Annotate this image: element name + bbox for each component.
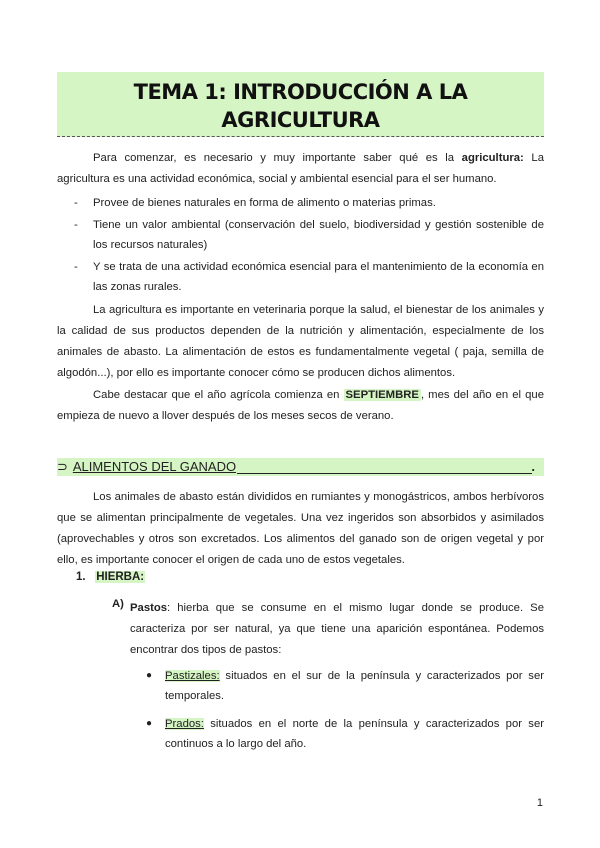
pastos-term: Pastos: [130, 602, 168, 614]
title-line-1: TEMA 1: INTRODUCCIÓN A LA: [133, 80, 468, 104]
dash-list: [57, 193, 544, 299]
bullet-icon: ●: [146, 718, 153, 729]
dash-marker: -: [74, 197, 78, 209]
section-dot: .: [531, 459, 535, 474]
intro-text: Para comenzar, es necesario y muy importante saber qué es la: [93, 152, 462, 164]
section-heading: [57, 458, 544, 476]
september-highlight: SEPTIEMBRE: [345, 389, 419, 401]
heading-label: HIERBA:: [96, 571, 145, 583]
title-line-2: AGRICULTURA: [221, 108, 380, 132]
veterinary-paragraph: La agricultura es importante en veterinaria porque la salud, el bienestar de los animales y la calidad de sus productos dependen de la nutrición y alimentación, especialmente de los animales de abasto. La alimentación de estos es fundamentalmente vegetal ( paja, semilla de algodón...), por ello es importante conocer cómo se producen dichos alimentos.: [57, 304, 544, 379]
pastizales-text: situados en el sur de la península y caracterizados por ser temporales.: [165, 670, 544, 702]
intro-text-end: La agricultura es una actividad económica, social y ambiental esencial para el ser humano.: [57, 152, 544, 185]
title-banner: [57, 72, 544, 137]
list-item: [57, 257, 544, 297]
season-text-end: , mes del año en el que empieza de nuevo a llover después de los meses secos de verano.: [57, 389, 544, 422]
page-number: 1: [536, 797, 543, 809]
list-item: [144, 714, 544, 754]
heading-underline: [237, 473, 532, 474]
dash-marker: -: [74, 261, 78, 273]
intro-paragraph: [57, 148, 544, 190]
season-paragraph: [57, 385, 544, 427]
intro-term: agricultura:: [461, 152, 524, 164]
bullet-icon: ●: [146, 670, 153, 681]
section-title: ALIMENTOS DEL GANADO: [72, 459, 237, 474]
prados-term: Prados:: [165, 718, 204, 730]
livestock-paragraph: Los animales de abasto están divididos en rumiantes y monogástricos, ambos herbívoros que se alimentan principalmente de vegetales. Una vez ingeridos son absorbidos y asimilados (aprovechables y otros son excretados. Los alimentos del ganado son de origen vegetal y por ello, es importante conocer el origen de cada uno de estos vegetales.: [57, 491, 544, 566]
list-item-text: Provee de bienes naturales en forma de alimento o materias primas.: [93, 197, 436, 209]
pastos-text: : hierba que se consume en el mismo lugar donde se produce. Se caracteriza por ser natural, ya que tiene una aparición espontánea. Podemos encontrar dos tipos de pastos:: [130, 602, 544, 656]
arrow-icon: ⊃: [57, 459, 68, 474]
item-marker: A): [112, 598, 124, 610]
list-item: [57, 215, 544, 255]
pastos-item: [112, 598, 544, 661]
pastizales-term: Pastizales:: [165, 670, 220, 682]
dash-marker: -: [74, 219, 78, 231]
list-item-text: Tiene un valor ambiental (conservación del suelo, biodiversidad y gestión sostenible de los recursos naturales): [93, 219, 544, 251]
list-item: [144, 666, 544, 706]
prados-text: situados en el norte de la península y caracterizados por ser continuos a lo largo del año.: [165, 718, 544, 750]
heading-hierba: [76, 571, 145, 583]
list-item: [57, 193, 544, 213]
bullet-list-2: [144, 714, 544, 754]
heading-number: 1.: [76, 571, 86, 583]
season-text: Cabe destacar que el año agrícola comienza en: [93, 389, 344, 401]
bullet-list: [144, 666, 544, 706]
list-item-text: Y se trata de una actividad económica esencial para el mantenimiento de la economía en las zonas rurales.: [93, 261, 544, 293]
